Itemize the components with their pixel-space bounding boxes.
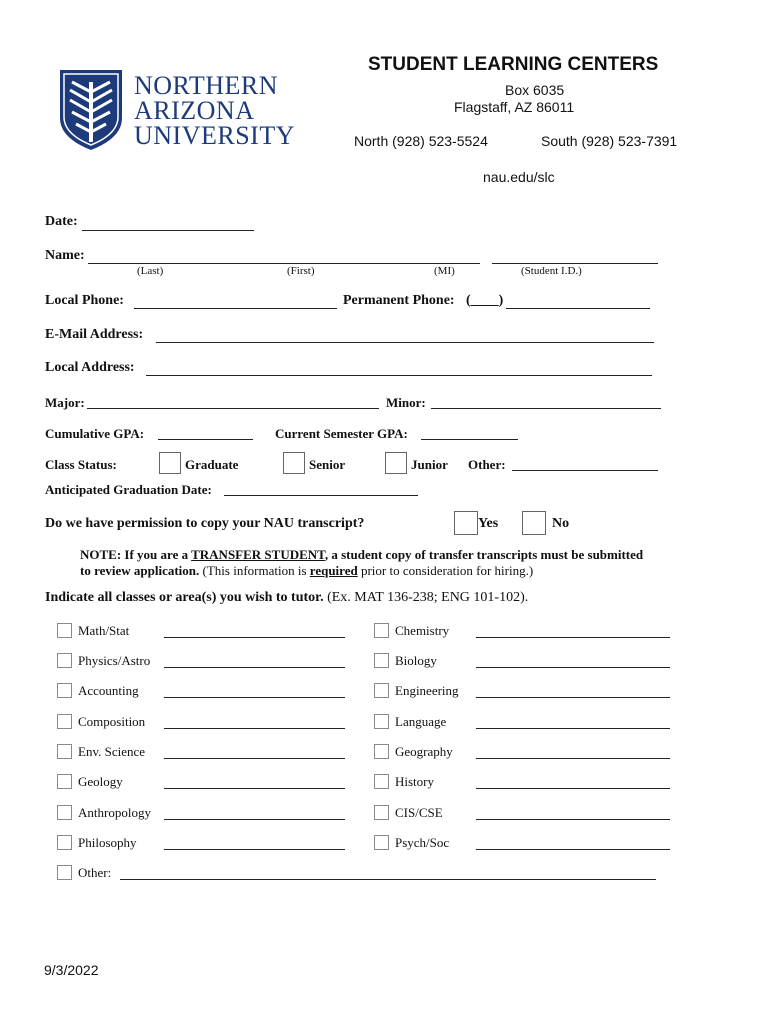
tutor-example: (Ex. MAT 136-238; ENG 101-102). <box>323 590 529 605</box>
junior-checkbox[interactable] <box>385 452 407 474</box>
major-field[interactable] <box>87 408 379 409</box>
class-other-label: Other: <box>468 457 506 472</box>
subject-field[interactable] <box>164 819 345 820</box>
minor-label: Minor: <box>386 395 426 410</box>
subject-label: Env. Science <box>78 744 146 759</box>
subject-label: Psych/Soc <box>395 835 450 850</box>
local-address-field[interactable] <box>146 375 652 376</box>
student-id-field[interactable] <box>492 263 658 264</box>
local-address-label: Local Address: <box>45 360 135 375</box>
footer-date: 9/3/2022 <box>44 962 99 978</box>
name-sublabel-last: (Last) <box>137 265 164 277</box>
subject-label: Math/Stat <box>78 623 130 638</box>
subject-label: Geology <box>78 774 123 789</box>
subject-checkbox[interactable] <box>57 805 72 820</box>
grad-date-label: Anticipated Graduation Date: <box>45 482 212 497</box>
subject-field[interactable] <box>476 697 670 698</box>
logo-line-1: NORTHERN <box>134 71 278 100</box>
south-phone: South (928) 523-7391 <box>541 133 678 149</box>
note-line2-a: (This information is <box>199 563 310 578</box>
subject-checkbox[interactable] <box>57 744 72 759</box>
subject-field[interactable] <box>476 849 670 850</box>
address-city: Flagstaff, AZ 86011 <box>454 99 575 115</box>
subject-checkbox[interactable] <box>374 744 389 759</box>
graduate-label: Graduate <box>185 457 239 472</box>
subject-field[interactable] <box>476 637 670 638</box>
note-line2-bold: to review application. <box>80 563 200 578</box>
address-box: Box 6035 <box>505 82 565 98</box>
junior-label: Junior <box>411 457 448 472</box>
date-label: Date: <box>45 214 78 229</box>
subject-checkbox[interactable] <box>374 774 389 789</box>
cumulative-gpa-field[interactable] <box>158 439 253 440</box>
subject-label: Physics/Astro <box>78 653 151 668</box>
name-label: Name: <box>45 248 85 263</box>
transfer-note <box>80 547 643 563</box>
subject-label: Chemistry <box>395 623 450 638</box>
page-title: STUDENT LEARNING CENTERS <box>368 54 659 75</box>
other-field[interactable] <box>120 879 656 880</box>
nau-shield-icon <box>58 68 124 152</box>
class-other-field[interactable] <box>512 470 658 471</box>
grad-date-field[interactable] <box>224 495 418 496</box>
permission-yes-checkbox[interactable] <box>454 511 478 535</box>
subject-checkbox[interactable] <box>57 623 72 638</box>
permission-no-label: No <box>552 516 570 531</box>
senior-checkbox[interactable] <box>283 452 305 474</box>
note-transfer-student: TRANSFER STUDENT <box>191 547 325 562</box>
subject-field[interactable] <box>164 667 345 668</box>
subject-label: Engineering <box>395 683 459 698</box>
subject-checkbox[interactable] <box>57 714 72 729</box>
website: nau.edu/slc <box>483 169 555 185</box>
logo-line-2: ARIZONA <box>134 96 255 125</box>
subject-field[interactable] <box>164 697 345 698</box>
subject-label: Accounting <box>78 683 139 698</box>
other-checkbox[interactable] <box>57 865 72 880</box>
local-phone-field[interactable] <box>134 308 337 309</box>
subject-label: Biology <box>395 653 437 668</box>
name-sublabel-mi: (MI) <box>434 265 455 277</box>
permission-question: Do we have permission to copy your NAU transcript? <box>45 516 365 531</box>
subject-label: Language <box>395 714 447 729</box>
subject-checkbox[interactable] <box>57 653 72 668</box>
permanent-phone-label: Permanent Phone: <box>343 293 455 308</box>
note-required: required <box>309 563 358 578</box>
minor-field[interactable] <box>431 408 661 409</box>
transfer-note-line2 <box>80 563 533 579</box>
subject-label: CIS/CSE <box>395 805 443 820</box>
subject-checkbox[interactable] <box>374 623 389 638</box>
email-field[interactable] <box>156 342 654 343</box>
local-phone-label: Local Phone: <box>45 293 124 308</box>
name-field[interactable] <box>88 263 480 264</box>
subject-checkbox[interactable] <box>57 774 72 789</box>
note-line2-b: prior to consideration for hiring.) <box>357 563 534 578</box>
permanent-phone-prefix: (____) <box>466 293 504 308</box>
other-label: Other: <box>78 865 112 880</box>
north-phone: North (928) 523-5524 <box>354 133 488 149</box>
current-gpa-label: Current Semester GPA: <box>275 426 408 441</box>
current-gpa-field[interactable] <box>421 439 518 440</box>
subject-field[interactable] <box>164 728 345 729</box>
subject-label: Anthropology <box>78 805 151 820</box>
tutor-heading <box>45 590 528 606</box>
date-field[interactable] <box>82 230 254 231</box>
subject-label: Philosophy <box>78 835 137 850</box>
tutor-heading-text: Indicate all classes or area(s) you wish to tutor. <box>45 590 324 605</box>
subject-field[interactable] <box>164 637 345 638</box>
permission-no-checkbox[interactable] <box>522 511 546 535</box>
note-prefix: NOTE: If you are a <box>80 547 192 562</box>
permission-yes-label: Yes <box>478 516 499 531</box>
subject-field[interactable] <box>476 667 670 668</box>
subject-field[interactable] <box>164 788 345 789</box>
name-sublabel-first: (First) <box>287 265 315 277</box>
subject-checkbox[interactable] <box>374 835 389 850</box>
subject-field[interactable] <box>164 849 345 850</box>
email-label: E-Mail Address: <box>45 327 144 342</box>
subject-label: History <box>395 774 434 789</box>
subject-checkbox[interactable] <box>374 805 389 820</box>
subject-checkbox[interactable] <box>374 714 389 729</box>
subject-checkbox[interactable] <box>57 683 72 698</box>
logo-line-3: UNIVERSITY <box>134 121 295 150</box>
permanent-phone-field[interactable] <box>506 308 650 309</box>
subject-label: Composition <box>78 714 146 729</box>
subject-checkbox[interactable] <box>374 683 389 698</box>
senior-label: Senior <box>309 457 346 472</box>
subject-field[interactable] <box>476 788 670 789</box>
subject-field[interactable] <box>476 728 670 729</box>
class-status-label: Class Status: <box>45 457 117 472</box>
subject-field[interactable] <box>164 758 345 759</box>
graduate-checkbox[interactable] <box>159 452 181 474</box>
major-label: Major: <box>45 395 85 410</box>
name-sublabel-student-id: (Student I.D.) <box>521 265 582 277</box>
cumulative-gpa-label: Cumulative GPA: <box>45 426 145 441</box>
subject-field[interactable] <box>476 819 670 820</box>
subject-checkbox[interactable] <box>57 835 72 850</box>
note-rest: , a student copy of transfer transcripts must be submitted <box>324 547 644 562</box>
subject-field[interactable] <box>476 758 670 759</box>
subject-label: Geography <box>395 744 453 759</box>
subject-checkbox[interactable] <box>374 653 389 668</box>
